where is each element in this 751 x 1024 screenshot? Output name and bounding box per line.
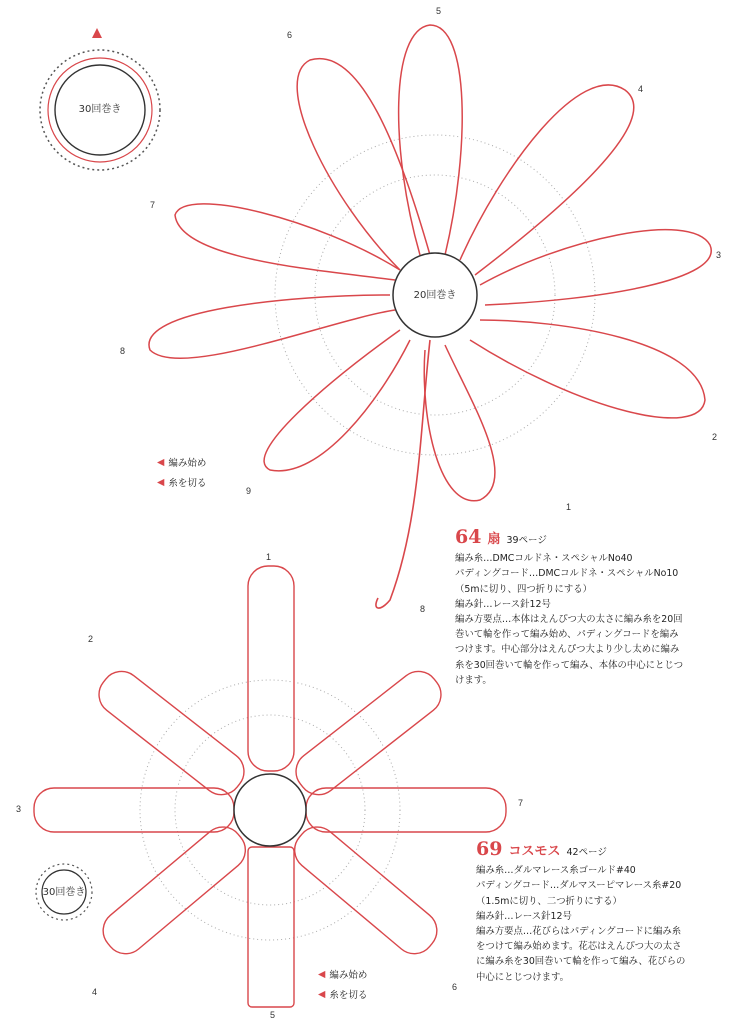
petal-number: 1	[266, 552, 272, 562]
instruction-line: 編み糸…ダルマレース糸ゴールド#40	[476, 865, 636, 877]
petal-number: 5	[436, 6, 442, 16]
instruction-line: 編み針…レース針12号	[476, 910, 572, 922]
pattern-64-block	[455, 526, 745, 688]
instruction-line: つけます。中心部分はえんぴつ大より少し太めに編み	[455, 644, 680, 656]
page-reference: 39ページ	[506, 535, 547, 546]
petal-number: 8	[420, 604, 426, 614]
instruction-line: 巻いて輪を作って編み始め、パディングコードを編み	[455, 629, 679, 641]
petal-number: 2	[712, 432, 718, 442]
pattern-title: 扇	[487, 532, 501, 547]
petal-number: 3	[16, 804, 22, 814]
petal-number: 5	[270, 1010, 276, 1020]
arrow-icon: ◀	[157, 476, 165, 488]
petal-number: 8	[120, 346, 126, 356]
small-ring-top	[40, 28, 160, 170]
instruction-line: パディングコード…ダルマスーピマレース糸#20	[476, 880, 682, 892]
instruction-line: 編み方要点…本体はえんぴつ大の太さに編み糸を20回	[455, 614, 683, 626]
instruction-line: 編み針…レース針12号	[455, 598, 551, 610]
arrow-icon: ◀	[157, 456, 165, 468]
instruction-line: けます。	[455, 674, 492, 686]
petal-number: 7	[150, 200, 156, 210]
legend-cut: ◀ 糸を切る	[157, 476, 207, 489]
instruction-line: パディングコード…DMCコルドネ・スペシャルNo10	[455, 568, 679, 580]
arrow-icon: ◀	[318, 968, 326, 980]
legend-start: ◀ 編み始め	[318, 968, 368, 981]
petal-number: 1	[566, 502, 572, 512]
petal-number: 6	[287, 30, 293, 40]
legend-start: ◀ 編み始め	[157, 456, 207, 469]
arrow-icon: ◀	[318, 988, 326, 1000]
instruction-line: に編み糸を30回巻いて輪を作って編み、花びらの	[476, 956, 686, 968]
pattern-title: コスモス	[508, 844, 561, 859]
instruction-line: （5mに切り、四つ折りにする）	[455, 583, 592, 595]
instruction-line: （1.5mに切り、二つ折りにする）	[476, 895, 622, 907]
instruction-line: 編み方要点…花びらはパディングコードに編み糸	[476, 926, 682, 938]
small-ring-label: 30回巻き	[78, 104, 122, 115]
pattern-number: 69	[476, 838, 503, 860]
petal-number: 6	[452, 982, 458, 992]
center-ring-label: 20回巻き	[413, 290, 457, 301]
pattern-number: 64	[455, 526, 482, 548]
instruction-line: をつけて編み始めます。花芯はえんぴつ大の太さ	[476, 941, 682, 953]
legend-cut: ◀ 糸を切る	[318, 988, 368, 1001]
petal-number: 7	[518, 798, 524, 808]
instruction-line: 中心にとじつけます。	[476, 971, 569, 983]
petal-number: 9	[246, 486, 252, 496]
petal-number: 2	[88, 634, 94, 644]
instruction-line: 糸を30回巻いて輪を作って編み、本体の中心にとじつ	[455, 659, 684, 671]
instruction-line: 編み糸…DMCコルドネ・スペシャルNo40	[455, 553, 633, 565]
cosmos-diagram	[16, 552, 523, 1020]
petal-number: 3	[716, 250, 722, 260]
page-reference: 42ページ	[566, 847, 607, 858]
pattern-69-block	[476, 838, 748, 985]
petal-number: 4	[638, 84, 644, 94]
small-ring-label: 30回巻き	[42, 887, 86, 898]
fan-flower-diagram	[120, 6, 721, 614]
petal-number: 4	[92, 987, 98, 997]
